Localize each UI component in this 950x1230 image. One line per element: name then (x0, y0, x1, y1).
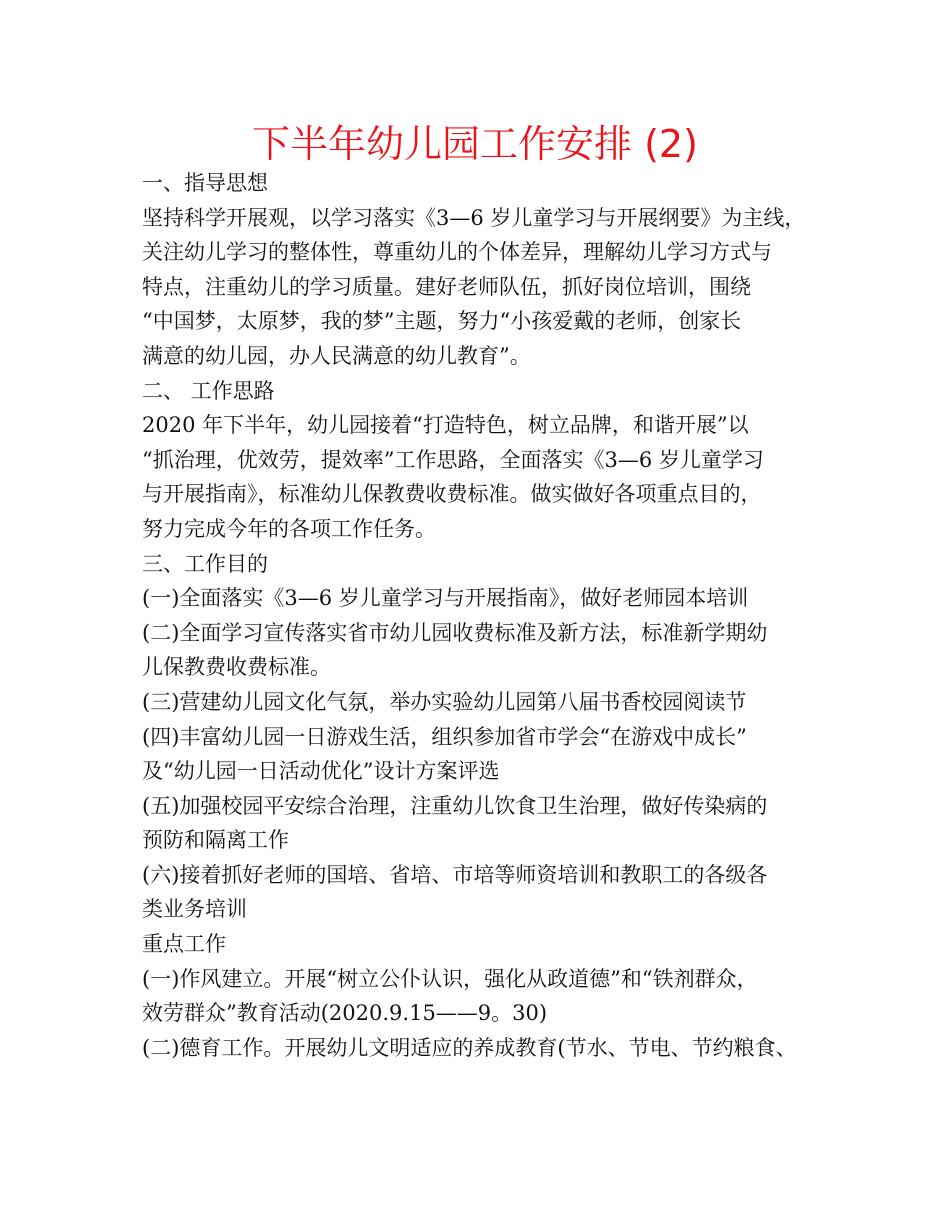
paragraph-line: “中国梦，太原梦，我的梦”主题，努力“小孩爱戴的老师，创家长 (142, 309, 742, 334)
paragraph-line: 2020 年下半年，幼儿园接着“打造特色，树立品牌，和谐开展”以 (142, 413, 749, 438)
list-item: (二)全面学习宣传落实省市幼儿园收费标准及新方法，标准新学期幼 (142, 620, 768, 645)
paragraph-line: 关注幼儿学习的整体性，尊重幼儿的个体差异，理解幼儿学习方式与 (142, 240, 772, 265)
list-item-continuation: 及“幼儿园一日活动优化”设计方案评选 (142, 759, 500, 784)
list-item-continuation: 预防和隔离工作 (142, 828, 289, 853)
document-body (142, 166, 822, 1065)
paragraph-line: 努力完成今年的各项工作任务。 (142, 516, 436, 541)
list-item-continuation: 儿保教费收费标准。 (142, 655, 331, 680)
paragraph-line: 满意的幼儿园，办人民满意的幼儿教育”。 (142, 343, 531, 368)
list-item: (六)接着抓好老师的国培、省培、市培等师资培训和教职工的各级各 (142, 862, 768, 887)
document-title: 下半年幼儿园工作安排 (2) (252, 122, 698, 166)
list-item: (二)德育工作。开展幼儿文明适应的养成教育(节水、节电、节约粮食、 (142, 1035, 797, 1060)
list-item-continuation: 类业务培训 (142, 897, 247, 922)
list-item: (四)丰富幼儿园一日游戏生活，组织参加省市学会“在游戏中成长” (142, 724, 747, 749)
section-heading-guiding-ideology: 一、指导思想 (142, 171, 268, 195)
paragraph-line: 特点，注重幼儿的学习质量。建好老师队伍，抓好岗位培训，围绕 (142, 274, 751, 299)
list-item-continuation: 效劳群众”教育活动(2020.9.15——9。30) (142, 1001, 548, 1026)
list-item: (一)作风建立。开展“树立公仆认识，强化从政道德”和“铁剂群众， (142, 966, 758, 991)
paragraph-line: “抓治理，优效劳，提效率”工作思路，全面落实《3—6 岁儿童学习 (142, 447, 764, 472)
section-heading-work-approach: 二、 工作思路 (142, 378, 275, 403)
list-item: (五)加强校园平安综合治理，注重幼儿饮食卫生治理，做好传染病的 (142, 793, 768, 818)
list-item: (三)营建幼儿园文化气氛，举办实验幼儿园第八届书香校园阅读节 (142, 689, 747, 714)
list-item: (一)全面落实《3—6 岁儿童学习与开展指南》，做好老师园本培训 (142, 586, 749, 611)
section-heading-key-work: 重点工作 (142, 932, 226, 957)
paragraph-line: 与开展指南》，标准幼儿保教费收费标准。做实做好各项重点目的， (142, 482, 762, 507)
section-heading-work-goals: 三、工作目的 (142, 551, 268, 576)
paragraph-line: 坚持科学开展观，以学习落实《3—6 岁儿童学习与开展纲要》为主线， (142, 205, 806, 230)
